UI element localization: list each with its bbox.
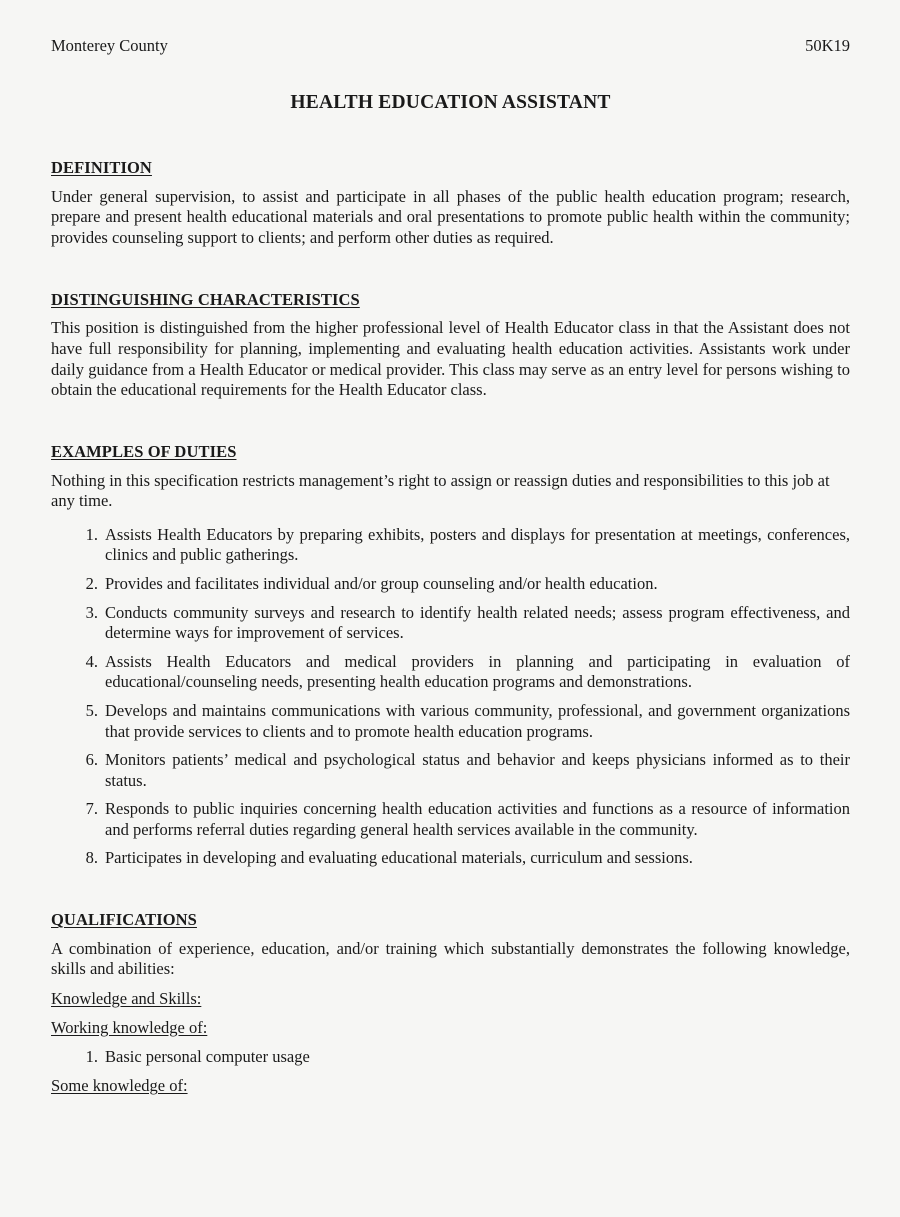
duties-intro: Nothing in this specification restricts management’s right to assign or reassign duties and responsibilities to this job at any time. xyxy=(51,470,830,511)
spacer xyxy=(51,869,850,910)
spacer xyxy=(51,401,850,442)
list-item-number: 3. xyxy=(85,602,98,622)
list-item-number: 8. xyxy=(85,848,98,868)
list-item-text: Develops and maintains communications with various community, professional, and government organizations that provide services to clients and to promote health education programs. xyxy=(105,700,850,741)
distinguishing-characteristics-body: This position is distinguished from the higher professional level of Health Educator class in that the Assistant does not have full responsibility for planning, implementing and evaluating health education activities. Assistants work under daily guidance from a Health Educator or medical provider. This class may serve as an entry level for persons wishing to obtain the educational requirements for the Health Educator class. xyxy=(51,318,850,400)
list-item xyxy=(51,652,850,693)
class-code: 50K19 xyxy=(805,36,850,55)
spacer xyxy=(51,980,850,989)
list-item-number: 1. xyxy=(85,1046,98,1066)
subheading-some-knowledge-of: Some knowledge of: xyxy=(51,1076,188,1096)
list-item-number: 6. xyxy=(85,750,98,770)
spacer xyxy=(51,1067,850,1076)
document-header xyxy=(51,0,850,57)
definition-body: Under general supervision, to assist and participate in all phases of the public health education program; research, prepare and present health educational materials and oral presentations to promote public health within the community; provides counseling support to clients; and perform other duties as required. xyxy=(51,186,850,247)
list-item-text: Participates in developing and evaluating educational materials, curriculum and sessions. xyxy=(105,848,693,868)
list-item xyxy=(51,701,850,742)
spacer xyxy=(51,462,850,471)
spacer xyxy=(51,1038,850,1047)
list-item-number: 4. xyxy=(85,651,98,671)
subheading-knowledge-and-skills: Knowledge and Skills: xyxy=(51,989,202,1009)
section-heading-distinguishing-characteristics: DISTINGUISHING CHARACTERISTICS xyxy=(51,289,360,309)
list-item-text: Assists Health Educators and medical providers in planning and participating in evaluation of educational/counseling needs, presenting health education programs and demonstrations. xyxy=(105,651,850,692)
qualifications-intro: A combination of experience, education, and/or training which substantially demonstrates the following knowledge, skills and abilities: xyxy=(51,938,850,979)
list-item xyxy=(51,525,850,566)
list-item-number: 2. xyxy=(85,573,98,593)
spacer xyxy=(51,309,850,318)
list-item xyxy=(51,574,850,595)
section-heading-qualifications: QUALIFICATIONS xyxy=(51,910,197,930)
subheading-working-knowledge-of: Working knowledge of: xyxy=(51,1017,208,1037)
list-item xyxy=(51,799,850,840)
duties-list xyxy=(51,525,850,869)
list-item-text: Responds to public inquiries concerning health education activities and functions as a resource of information and performs referral duties regarding general health services available in the community. xyxy=(105,799,850,839)
section-heading-examples-of-duties: EXAMPLES OF DUTIES xyxy=(51,441,237,461)
list-item xyxy=(51,603,850,644)
spacer xyxy=(51,930,850,939)
spacer xyxy=(51,178,850,187)
list-item-number: 5. xyxy=(85,700,98,720)
list-item-text: Monitors patients’ medical and psychological status and behavior and keeps physicians informed as to their status. xyxy=(105,750,850,790)
list-item xyxy=(51,1047,850,1068)
agency-name: Monterey County xyxy=(51,36,168,55)
section-heading-definition: DEFINITION xyxy=(51,158,152,178)
list-item-number: 1. xyxy=(85,524,98,544)
list-item-text: Assists Health Educators by preparing exhibits, posters and displays for presentation at meetings, conferences, clinics and public gatherings. xyxy=(105,524,850,565)
spacer xyxy=(51,114,850,158)
list-item-number: 7. xyxy=(85,799,98,819)
spacer xyxy=(51,249,850,290)
page-title: HEALTH EDUCATION ASSISTANT xyxy=(290,91,611,113)
document-content xyxy=(51,0,850,1096)
spacer xyxy=(51,1009,850,1018)
spacer xyxy=(51,512,850,525)
list-item-text: Conducts community surveys and research to identify health related needs; assess program effectiveness, and determine ways for improvement of services. xyxy=(105,602,850,643)
list-item-text: Provides and facilitates individual and/or group counseling and/or health education. xyxy=(105,573,658,593)
list-item xyxy=(51,848,850,869)
list-item xyxy=(51,750,850,791)
list-item-text: Basic personal computer usage xyxy=(105,1046,310,1066)
working-knowledge-list xyxy=(51,1047,850,1068)
